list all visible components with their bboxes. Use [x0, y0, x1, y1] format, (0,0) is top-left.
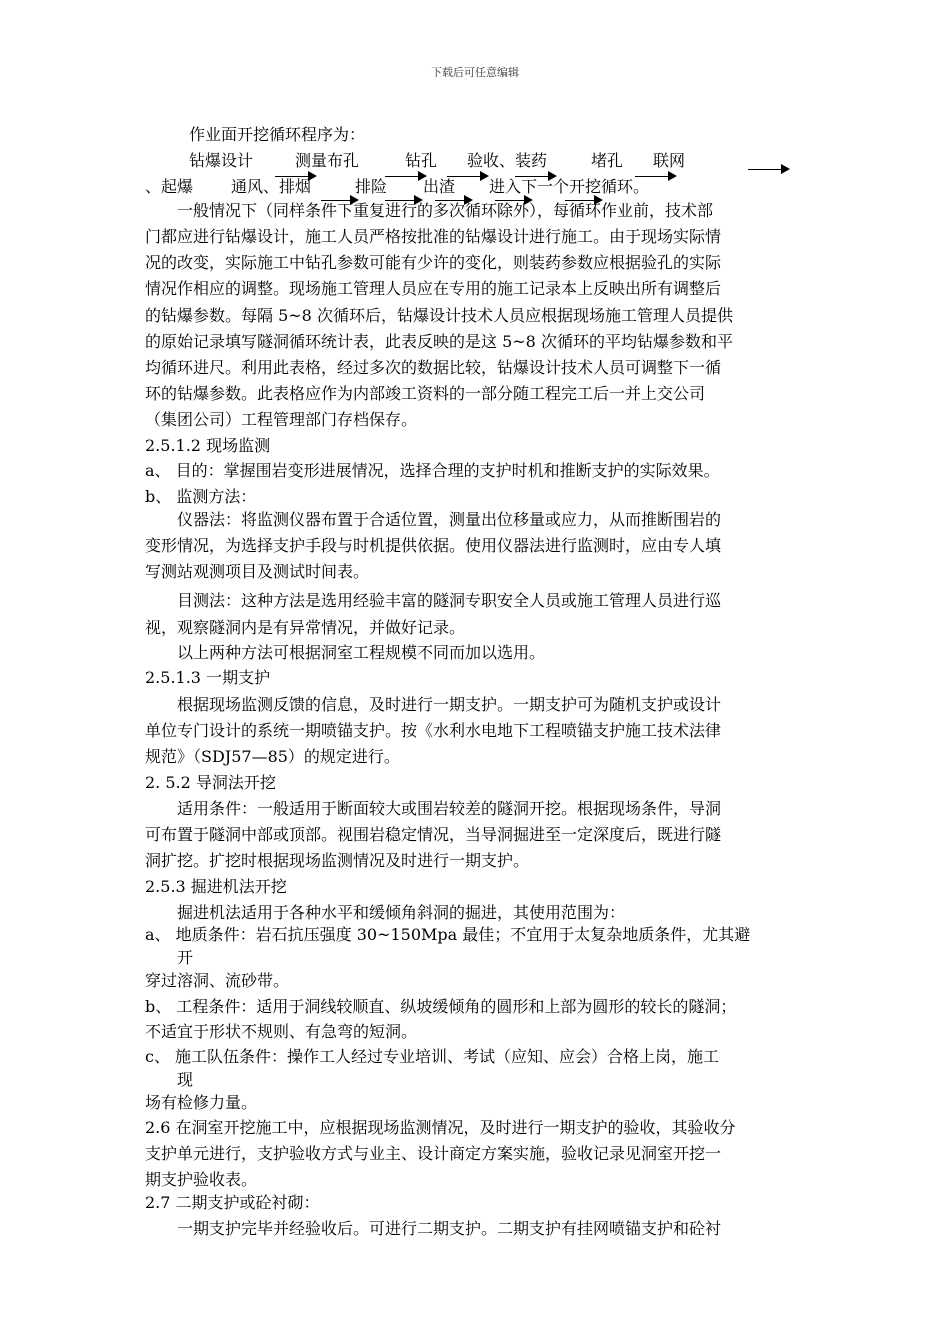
page-header: 下载后可任意编辑	[431, 66, 519, 79]
text-line: c、 施工队伍条件：操作工人经过专业培训、考试（应知、应会）合格上岗，施工	[145, 1047, 720, 1066]
text-line: a、 地质条件：岩石抗压强度 30~150Mpa 最佳；不宜用于太复杂地质条件，尤其避	[145, 925, 751, 944]
flow-step: 联网	[653, 151, 686, 170]
text-line: 仪器法：将监测仪器布置于合适位置，测量出位移量或应力，从而推断围岩的	[145, 510, 722, 529]
text-line: 场有检修力量。	[145, 1093, 258, 1112]
text-line: 掘进机法适用于各种水平和缓倾角斜洞的掘进，其使用范围为：	[145, 903, 626, 922]
text-line: 规范》（SDJ57—85）的规定进行。	[145, 747, 400, 766]
flow-step: 钻孔	[405, 151, 438, 170]
text-line: 写测站观测项目及测试时间表。	[145, 562, 370, 581]
flow-step: 排险	[355, 177, 388, 196]
text-line: 一期支护完毕并经验收后。可进行二期支护。二期支护有挂网喷锚支护和砼衬	[145, 1219, 722, 1238]
arrow-icon	[748, 169, 788, 170]
text-line: 2.7 二期支护或砼衬砌：	[145, 1193, 320, 1212]
arrow-icon	[385, 176, 425, 177]
text-line: 视，观察隧洞内是有异常情况，并做好记录。	[145, 618, 466, 637]
text-line: 支护单元进行，支护验收方式与业主、设计商定方案实施，验收记录见洞室开挖一	[145, 1144, 722, 1163]
flow-step: 通风、排烟	[231, 177, 312, 196]
text-line: 根据现场监测反馈的信息，及时进行一期支护。一期支护可为随机支护或设计	[145, 695, 722, 714]
text-line: b、 监测方法：	[145, 487, 257, 506]
flow-step: 进入下一个开挖循环。	[489, 177, 650, 196]
text-line: b、 工程条件：适用于洞线较顺直、纵坡缓倾角的圆形和上部为圆形的较长的隧洞；	[145, 997, 737, 1016]
text-line: 目测法：这种方法是选用经验丰富的隧洞专职安全人员或施工管理人员进行巡	[145, 591, 722, 610]
flow-step: 验收、装药	[467, 151, 548, 170]
text-line: 2.5.3 掘进机法开挖	[145, 877, 287, 896]
text-line: 适用条件：一般适用于断面较大或围岩较差的隧洞开挖。根据现场条件，导洞	[145, 799, 722, 818]
text-line: 穿过溶洞、流砂带。	[145, 971, 290, 990]
text-line: a、 目的：掌握围岩变形进展情况，选择合理的支护时机和推断支护的实际效果。	[145, 461, 720, 480]
text-line: 2.6 在洞室开挖施工中，应根据现场监测情况，及时进行一期支护的验收，其验收分	[145, 1118, 736, 1137]
text-line: 情况作相应的调整。现场施工管理人员应在专用的施工记录本上反映出所有调整后	[145, 279, 722, 298]
text-line: 环的钻爆参数。此表格应作为内部竣工资料的一部分随工程完工后一并上交公司	[145, 384, 706, 403]
text-line: （集团公司）工程管理部门存档保存。	[145, 410, 418, 429]
text-line: 以上两种方法可根据洞室工程规模不同而加以选用。	[145, 643, 546, 662]
flow-step: 堵孔	[591, 151, 624, 170]
flow-step: 、起爆	[145, 177, 194, 196]
text-line: 单位专门设计的系统一期喷锚支护。按《水利水电地下工程喷锚支护施工技术法律	[145, 721, 722, 740]
flow-intro: 作业面开挖循环程序为：	[189, 125, 366, 144]
text-line: 洞扩挖。扩挖时根据现场监测情况及时进行一期支护。	[145, 851, 530, 870]
text-line: 2.5.1.2 现场监测	[145, 436, 271, 455]
flow-step: 测量布孔	[295, 151, 360, 170]
text-line: 况的改变，实际施工中钻孔参数可能有少许的变化，则装药参数应根据验孔的实际	[145, 253, 722, 272]
text-line: 期支护验收表。	[145, 1170, 258, 1189]
text-line: 的钻爆参数。每隔 5~8 次循环后，钻爆设计技术人员应根据现场施工管理人员提供	[145, 306, 733, 325]
flow-step: 出渣	[423, 177, 456, 196]
text-line: 均循环进尺。利用此表格，经过多次的数据比较，钻爆设计技术人员可调整下一循	[145, 358, 722, 377]
text-line: 2.5.1.3 一期支护	[145, 668, 271, 687]
text-line: 变形情况，为选择支护手段与时机提供依据。使用仪器法进行监测时，应由专人填	[145, 536, 722, 555]
text-line: 2. 5.2 导洞法开挖	[145, 773, 276, 792]
text-line: 门都应进行钻爆设计，施工人员严格按批准的钻爆设计进行施工。由于现场实际情	[145, 227, 722, 246]
text-line: 现	[145, 1070, 194, 1089]
flow-step: 钻爆设计	[189, 151, 254, 170]
text-line: 开	[145, 948, 194, 967]
text-line: 可布置于隧洞中部或顶部。视围岩稳定情况，当导洞掘进至一定深度后，既进行隧	[145, 825, 722, 844]
text-line: 一般情况下（同样条件下重复进行的多次循环除外），每循环作业前，技术部	[145, 201, 714, 220]
text-line: 不适宜于形状不规则、有急弯的短洞。	[145, 1022, 418, 1041]
text-line: 的原始记录填写隧洞循环统计表，此表反映的是这 5~8 次循环的平均钻爆参数和平	[145, 332, 733, 351]
